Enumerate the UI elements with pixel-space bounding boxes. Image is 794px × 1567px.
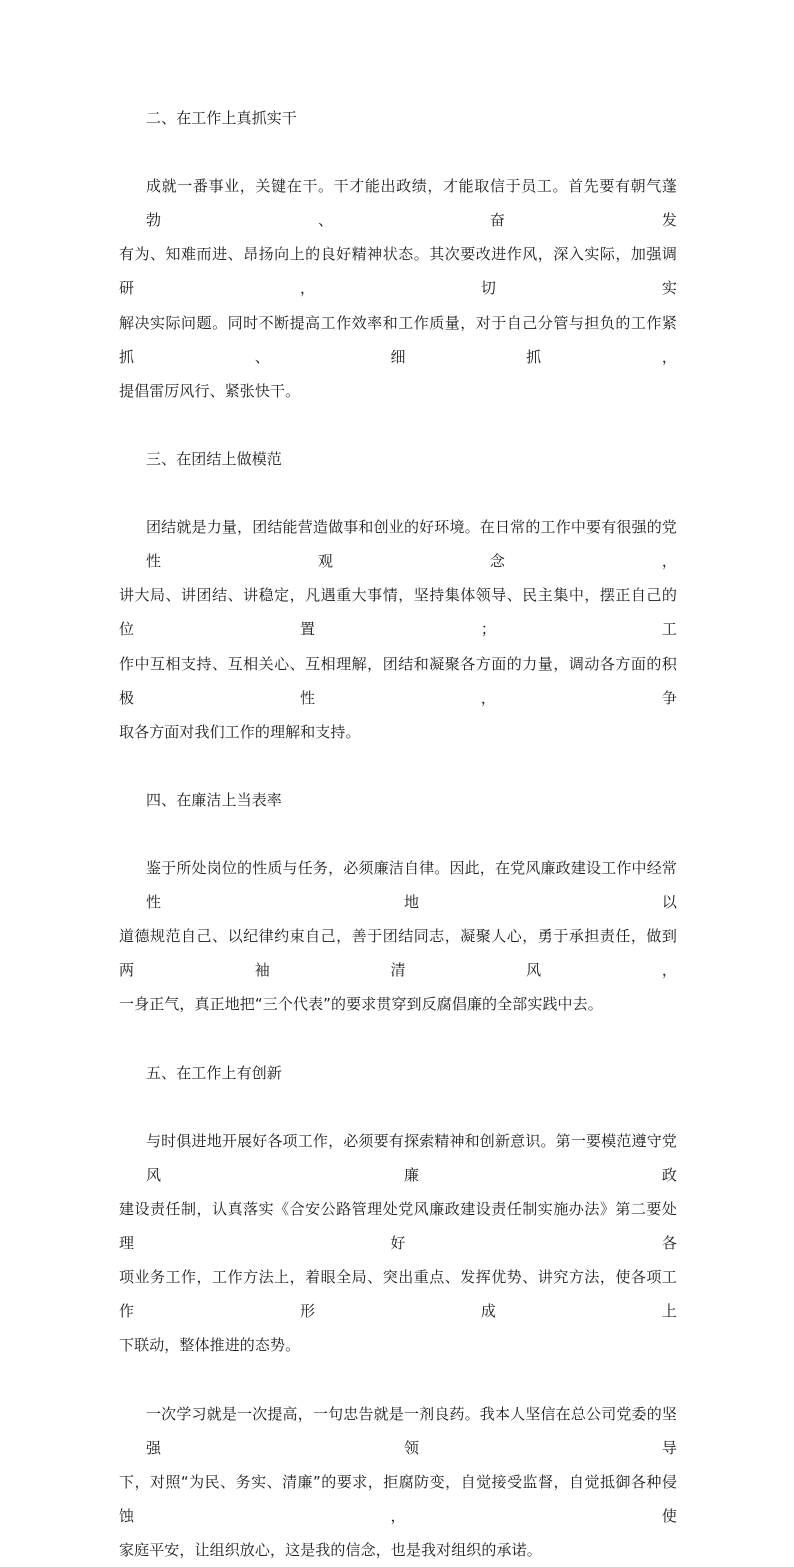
paragraph-line: 鉴于所处岗位的性质与任务，必须廉洁自律。因此，在党风廉政建设工作中经常性地以 xyxy=(146,859,677,912)
section-heading: 五、在工作上有创新 xyxy=(146,1063,282,1082)
section-heading: 三、在团结上做模范 xyxy=(146,449,282,468)
paragraph-line: 取各方面对我们工作的理解和支持。 xyxy=(119,722,361,741)
paragraph-line: 与时俱进地开展好各项工作，必须要有探索精神和创新意识。第一要模范遵守党风廉政 xyxy=(146,1131,677,1184)
section-heading: 二、在工作上真抓实干 xyxy=(146,109,298,127)
section-heading: 四、在廉洁上当表率 xyxy=(146,790,282,809)
paragraph-line: 讲大局、讲团结、讲稳定，凡遇重大事情，坚持集体领导、民主集中，摆正自己的位置；工 xyxy=(119,586,677,639)
closing-line: 一次学习就是一次提高，一句忠告就是一剂良药。我本人坚信在总公司党委的坚强领导 xyxy=(146,1404,677,1457)
closing-line: 下，对照“为民、务实、清廉”的要求，拒腐防变，自觉接受监督，自觉抵御各种侵蚀，使 xyxy=(119,1472,677,1525)
paragraph-line: 成就一番事业，关键在干。干才能出政绩，才能取信于员工。首先要有朝气蓬勃、奋发 xyxy=(146,177,677,230)
paragraph-line: 提倡雷厉风行、紧张快干。 xyxy=(119,381,301,400)
paragraph-line: 项业务工作，工作方法上，着眼全局、突出重点、发挥优势、讲究方法，使各项工作形成上 xyxy=(119,1268,677,1321)
document-body xyxy=(119,101,677,1567)
closing-line: 家庭平安，让组织放心，这是我的信念，也是我对组织的承诺。 xyxy=(119,1540,542,1559)
paragraph-line: 作中互相支持、互相关心、互相理解，团结和凝聚各方面的力量，调动各方面的积极性，争 xyxy=(119,654,677,707)
paragraph-line: 建设责任制，认真落实《合安公路管理处党风廉政建设责任制实施办法》第二要处理好各 xyxy=(119,1200,677,1253)
paragraph-line: 解决实际问题。同时不断提高工作效率和工作质量，对于自己分管与担负的工作紧抓、细抓， xyxy=(119,313,677,366)
paragraph-line: 下联动，整体推进的态势。 xyxy=(119,1336,301,1355)
paragraph-line: 一身正气，真正地把“三个代表”的要求贯穿到反腐倡廉的全部实践中去。 xyxy=(119,995,603,1014)
paragraph-line: 有为、知难而进、昂扬向上的良好精神状态。其次要改进作风，深入实际，加强调研，切实 xyxy=(119,245,677,298)
paragraph-line: 道德规范自己、以纪律约束自己，善于团结同志，凝聚人心，勇于承担责任，做到两袖清风， xyxy=(119,927,677,980)
paragraph-line: 团结就是力量，团结能营造做事和创业的好环境。在日常的工作中要有很强的党性观念， xyxy=(146,518,677,571)
